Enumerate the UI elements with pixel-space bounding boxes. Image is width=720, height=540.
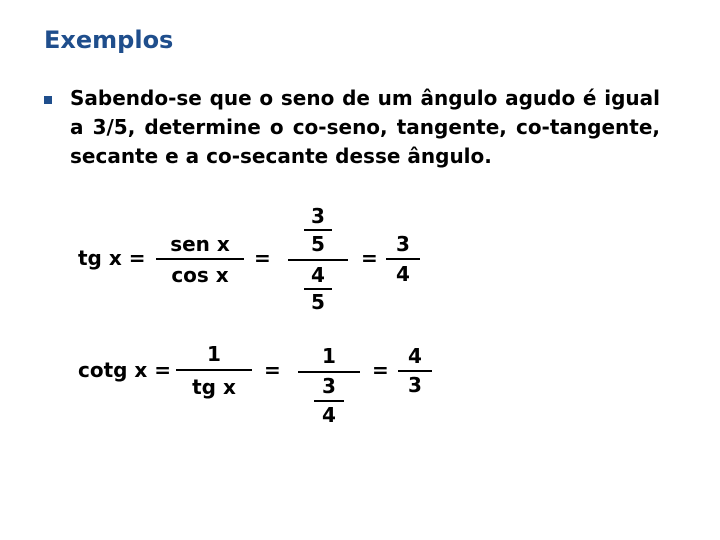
- cotangent-compound-den-bar: [314, 400, 344, 402]
- tangent-fraction-denominator: cos x: [171, 263, 229, 287]
- cotangent-equals-1: =: [264, 358, 281, 382]
- tangent-compound-top-num: 3: [311, 204, 325, 228]
- slide-title: Exemplos: [44, 26, 174, 54]
- tangent-compound-top-den: 5: [311, 232, 325, 256]
- tangent-compound-bottom-den: 5: [311, 290, 325, 314]
- tangent-equals-2: =: [361, 246, 378, 270]
- cotangent-compound-den-num: 3: [322, 374, 336, 398]
- cotangent-fraction-bar: [176, 369, 252, 371]
- cotangent-compound-den-den: 4: [322, 403, 336, 427]
- cotangent-result-denominator: 3: [408, 373, 422, 397]
- bullet-square-icon: [44, 96, 52, 104]
- exercise-paragraph: Sabendo-se que o seno de um ângulo agudo é igual a 3/5, determine o co-seno, tangente, co-tangente, secante e a co-secante desse ângulo.: [70, 86, 660, 168]
- cotangent-equals-2: =: [372, 358, 389, 382]
- tangent-result-denominator: 4: [396, 262, 410, 286]
- tangent-result-bar: [386, 258, 420, 260]
- cotangent-compound-num: 1: [322, 344, 336, 368]
- cotangent-compound-main-bar: [298, 371, 360, 373]
- tangent-compound-main-bar: [288, 259, 348, 261]
- cotangent-result-numerator: 4: [408, 344, 422, 368]
- cotangent-lhs: cotg x =: [78, 358, 172, 382]
- tangent-equals-1: =: [254, 246, 271, 270]
- cotangent-fraction-numerator: 1: [207, 342, 221, 366]
- tangent-compound-top-bar: [304, 229, 332, 231]
- tangent-compound-bottom-num: 4: [311, 263, 325, 287]
- cotangent-result-bar: [398, 370, 432, 372]
- cotangent-fraction-denominator: tg x: [192, 375, 236, 399]
- tangent-result-numerator: 3: [396, 232, 410, 256]
- tangent-fraction-numerator: sen x: [170, 232, 230, 256]
- tangent-lhs: tg x =: [78, 246, 146, 270]
- tangent-fraction-bar: [156, 258, 244, 260]
